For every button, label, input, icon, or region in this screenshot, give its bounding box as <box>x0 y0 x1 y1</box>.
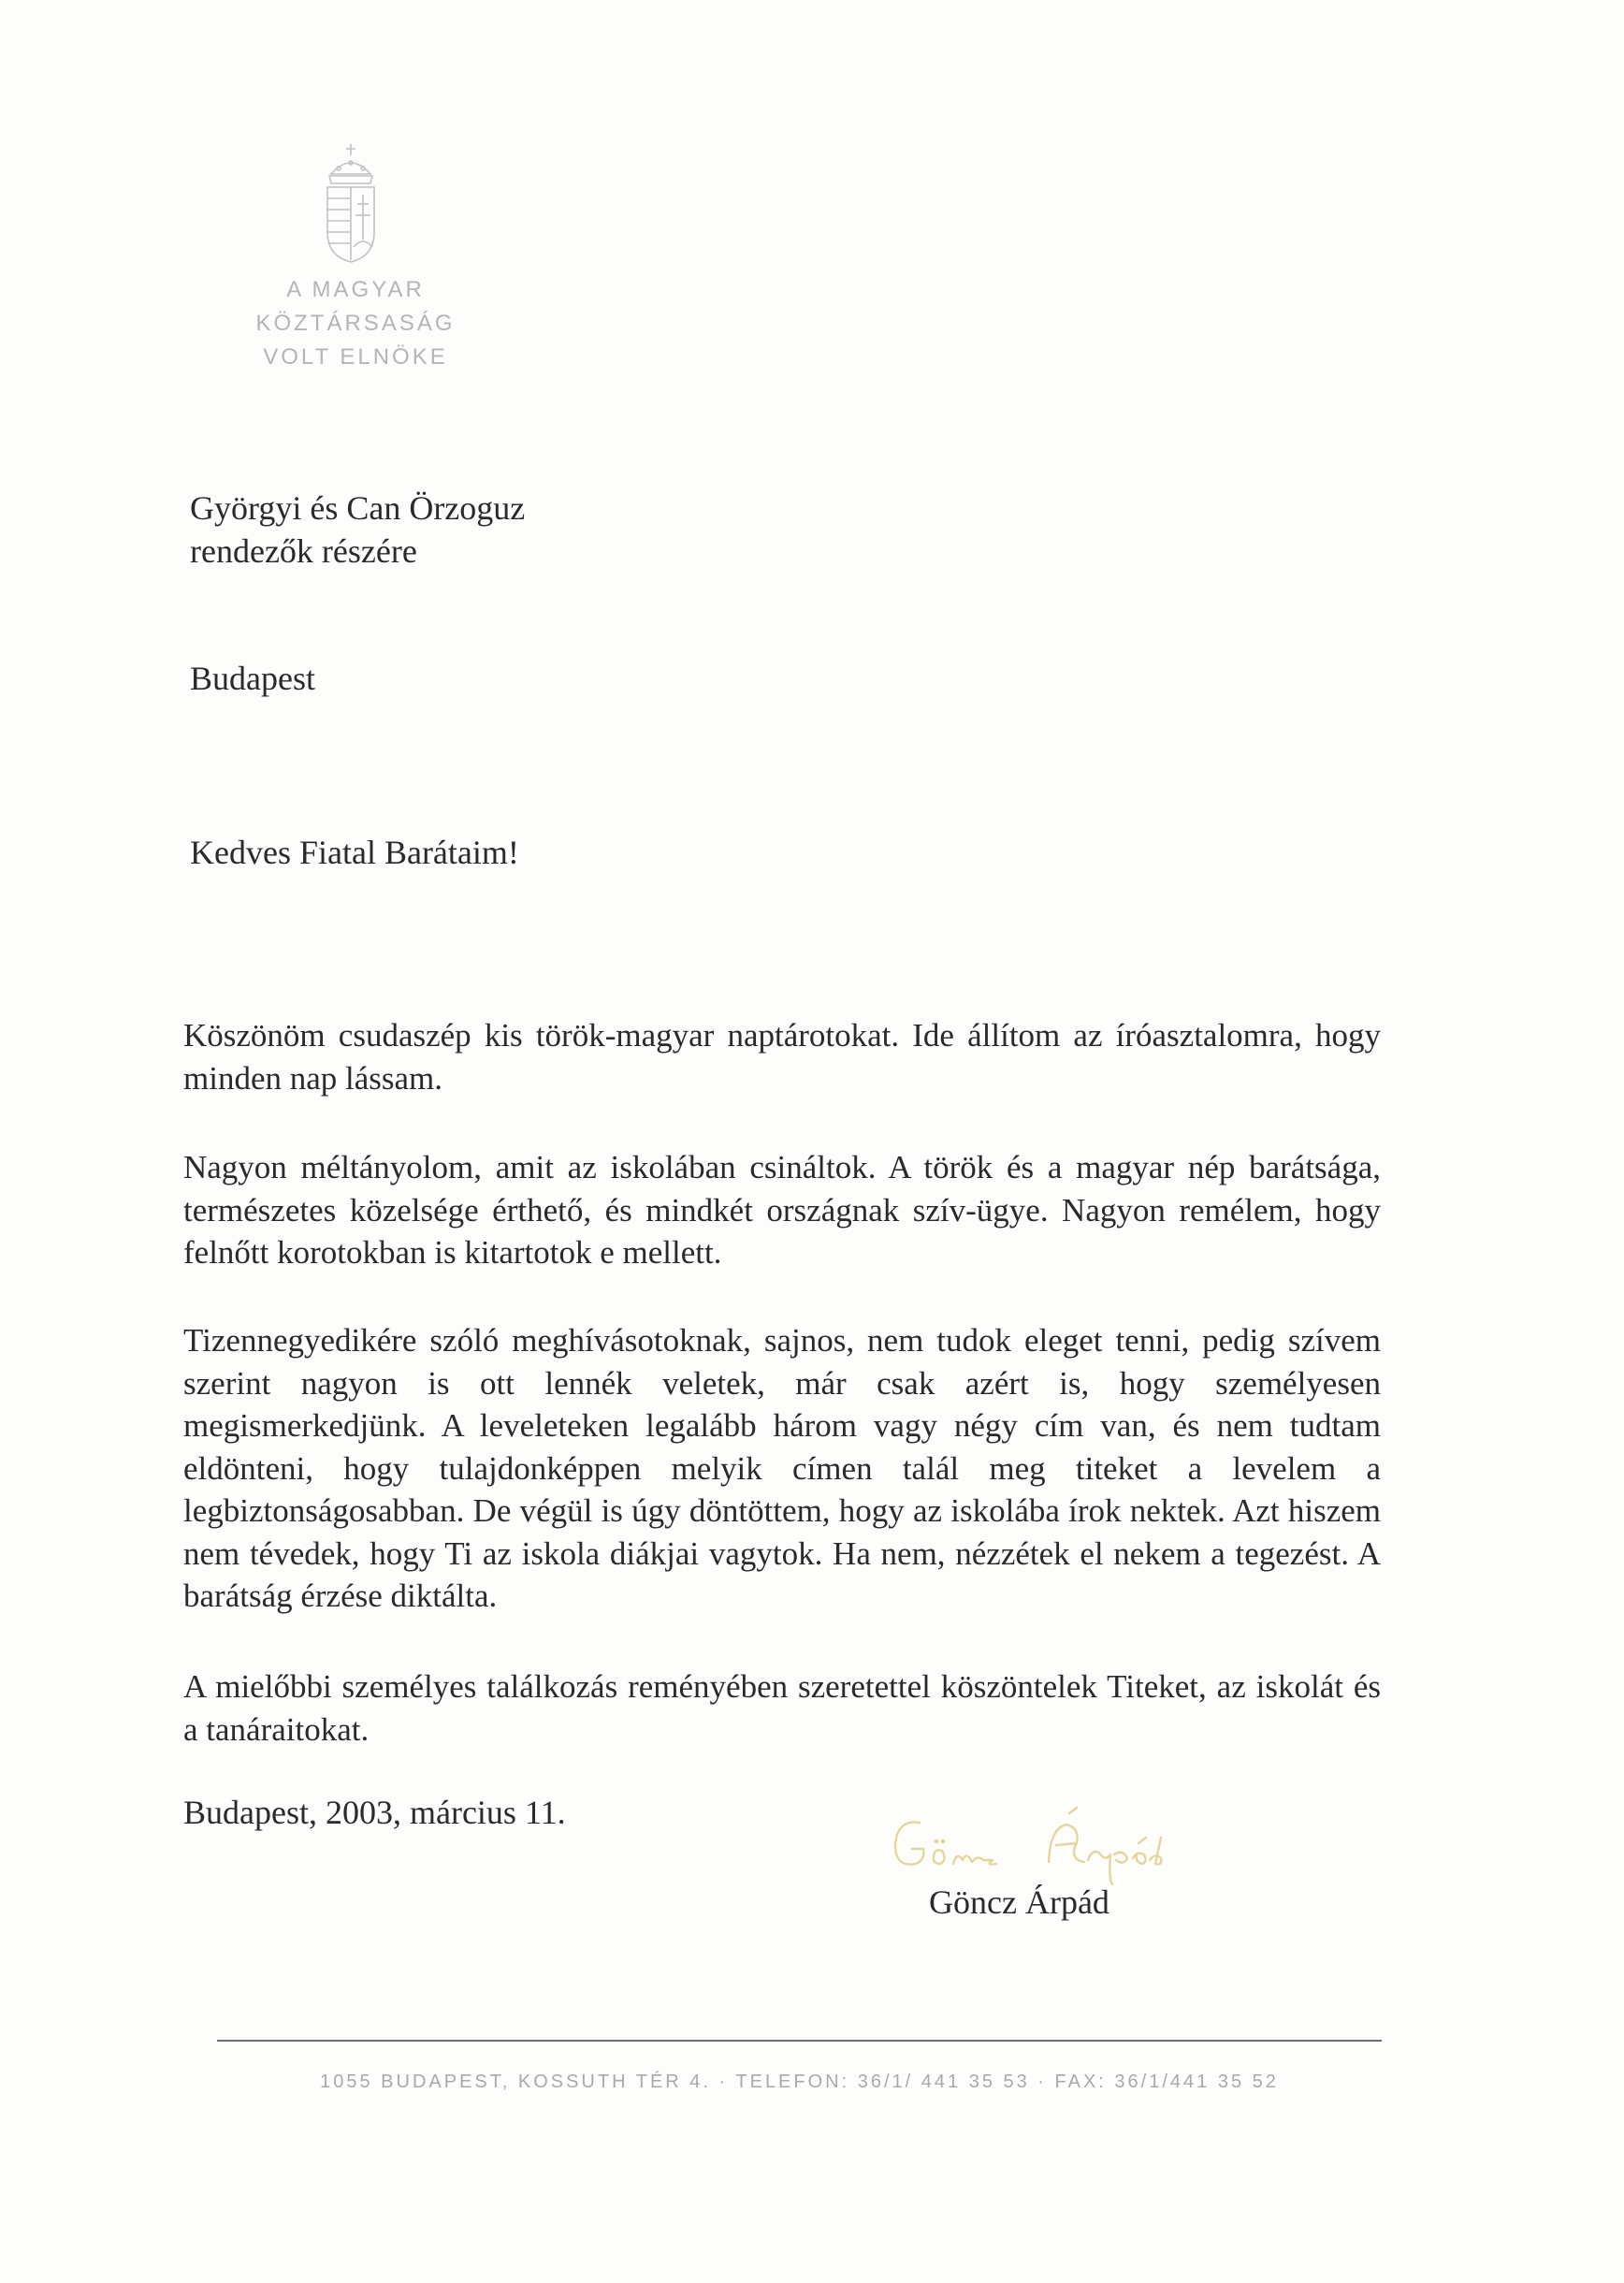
footer-address: 1055 BUDAPEST, KOSSUTH TÉR 4. · TELEFON: 36/1/ 441 35 53 · FAX: 36/1/441 35 52 <box>320 2072 1279 2092</box>
letterhead-line-3: VOLT ELNÖKE <box>263 344 448 370</box>
salutation: Kedves Fiatal Barátaim! <box>190 834 519 871</box>
recipient-line-1: Györgyi és Can Örzoguz <box>190 489 526 527</box>
body-paragraph-1: Köszönöm csudaszép kis török-magyar naptárotokat. Ide állítom az íróasztalomra, hogy minden nap lássam. <box>183 1017 1381 1097</box>
recipient-line-2: rendezők részére <box>190 532 417 570</box>
footer-divider <box>217 2040 1382 2042</box>
letterhead-line-1: A MAGYAR <box>286 277 425 302</box>
letterhead-office-title <box>225 273 486 374</box>
body-paragraph-3: Tizennegyedikére szóló meghívásotoknak, sajnos, nem tudok eleget tenni, pedig szívem szerint nagyon is ott lennék veletek, már csak azért is, hogy személyesen megismerkedjünk. A leveleteken legalább három vagy négy cím van, és nem tudtam eldönteni, hogy tulajdonképpen melyik címen talál meg titeket a levelem a legbiztonságosabban. De végül is úgy döntöttem, hogy az iskolába írok nektek. Azt hiszem nem tévedek, hogy Ti az iskola diákjai vagytok. Ha nem, nézzétek el nekem a tegezést. A barátság érzése diktálta. <box>183 1322 1381 1614</box>
signer-name: Göncz Árpád <box>929 1883 1109 1921</box>
recipient-block <box>190 487 525 573</box>
body-paragraph-4: A mielőbbi személyes találkozás reményében szeretettel köszöntelek Titeket, az iskolát és a tanáraitokat. <box>183 1668 1381 1748</box>
body-paragraph-2: Nagyon méltányolom, amit az iskolában csináltok. A török és a magyar nép barátsága, természetes közelsége érthető, és mindkét országnak szív-ügye. Nagyon remélem, hogy felnőtt korotokban is kitartotok e mellett. <box>183 1149 1381 1271</box>
letterhead-line-2: KÖZTÁRSASÁG <box>255 311 456 336</box>
coat-of-arms-icon <box>318 142 384 264</box>
handwritten-signature <box>884 1806 1202 1890</box>
letter-date: Budapest, 2003, március 11. <box>183 1794 566 1831</box>
recipient-city: Budapest <box>190 660 315 697</box>
